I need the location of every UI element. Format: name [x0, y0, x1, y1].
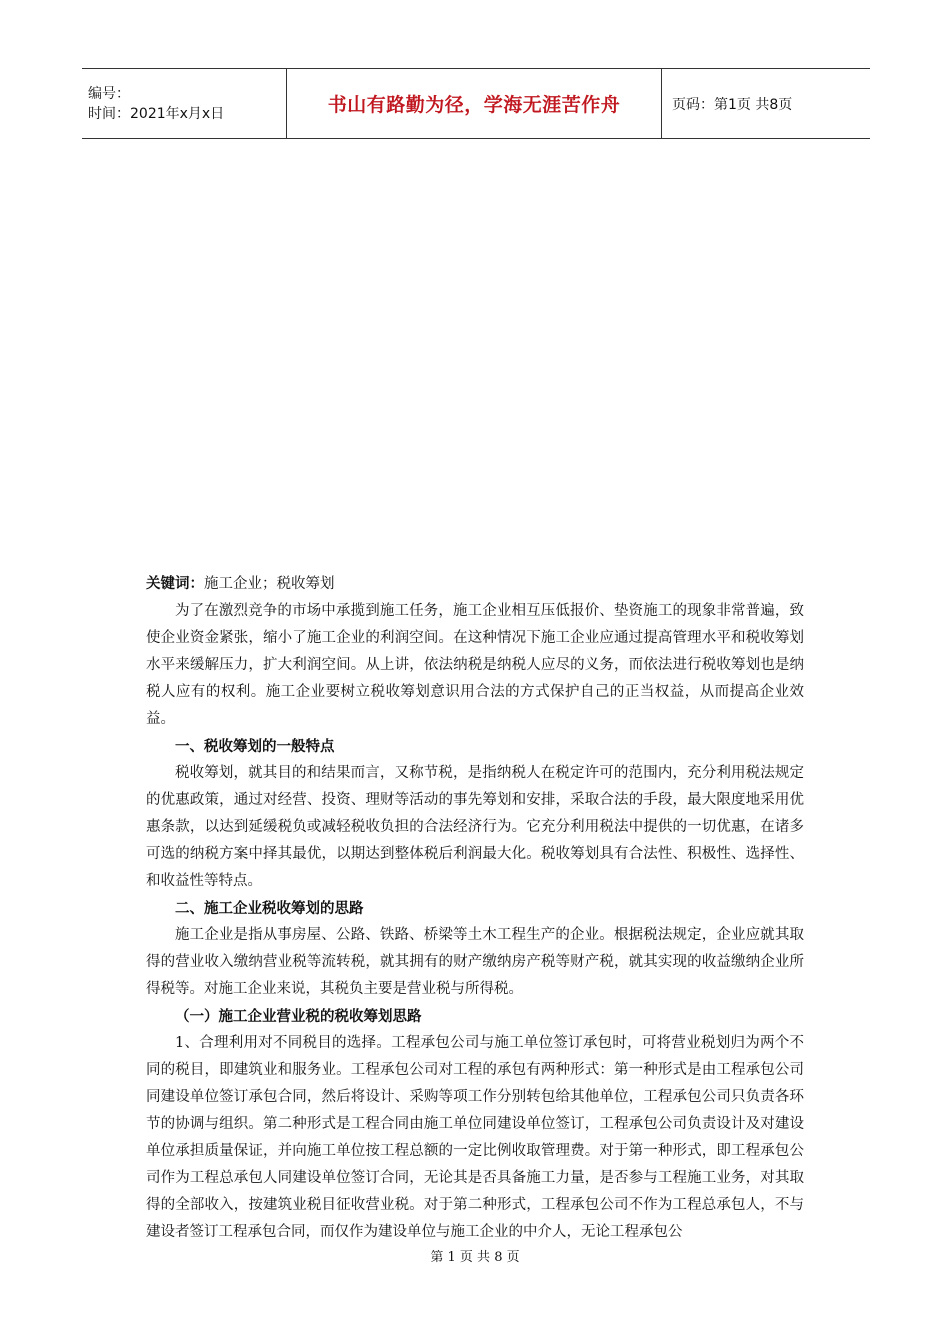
page-info-text: 页码：第1页 共8页 [672, 96, 793, 113]
header-meta [82, 69, 287, 138]
number-label: 编号： [88, 85, 130, 102]
header-page-info [662, 69, 870, 138]
keywords-line [146, 570, 804, 598]
motto-text: 书山有路勤为径，学海无涯苦作舟 [327, 94, 621, 116]
heading-section-1: 一、税收筹划的一般特点 [175, 738, 335, 755]
keywords-text: 施工企业；税收筹划 [204, 576, 335, 592]
keywords-label: 关键词： [146, 575, 204, 592]
document-header [82, 68, 870, 139]
paragraph-intro: 为了在激烈竞争的市场中承揽到施工任务，施工企业相互压低报价、垫资施工的现象非常普遍，致使企业资金紧张，缩小了施工企业的利润空间。在这种情况下施工企业应通过提高管理水平和税收筹划水平来缓解压力，扩大利润空间。从上讲，依法纳税是纳税人应尽的义务，而依法进行税收筹划也是纳税人应有的权利。施工企业要树立税收筹划意识用合法的方式保护自己的正当权益，从而提高企业效益。 [146, 603, 804, 727]
heading-section-2: 二、施工企业税收筹划的思路 [175, 900, 364, 917]
heading-subsection-1: （一）施工企业营业税的税收筹划思路 [175, 1008, 422, 1025]
paragraph-section-1: 税收筹划，就其目的和结果而言，又称节税，是指纳税人在税定许可的范围内，充分利用税法规定的优惠政策，通过对经营、投资、理财等活动的事先筹划和安排，采取合法的手段，最大限度地采用优惠条款，以达到延缓税负或减轻税收负担的合法经济行为。它充分利用税法中提供的一切优惠，在诸多可选的纳税方案中择其最优，以期达到整体税后利润最大化。税收筹划具有合法性、积极性、选择性、和收益性等特点。 [146, 765, 804, 889]
header-motto [287, 69, 662, 138]
time-label: 时间：2021年x月x日 [88, 105, 225, 122]
page-footer [0, 1246, 950, 1265]
document-body [146, 570, 804, 1246]
paragraph-subsection-1: 1、合理利用对不同税目的选择。工程承包公司与施工单位签订承包时，可将营业税划归为两个不同的税目，即建筑业和服务业。工程承包公司对工程的承包有两种形式：第一种形式是由工程承包公司同建设单位签订承包合同，然后将设计、采购等项工作分别转包给其他单位，工程承包公司只负责各环节的协调与组织。第二种形式是工程合同由施工单位同建设单位签订，工程承包公司负责设计及对建设单位承担质量保证，并向施工单位按工程总额的一定比例收取管理费。对于第一种形式，即工程承包公司作为工程总承包人同建设单位签订合同，无论其是否具备施工力量，是否参与工程施工业务，对其取得的全部收入，按建筑业税目征收营业税。对于第二种形式，工程承包公司不作为工程总承包人，不与建设者签订工程承包合同，而仅作为建设单位与施工企业的中介人，无论工程承包公 [146, 1035, 804, 1240]
footer-page-number: 第 1 页 共 8 页 [430, 1250, 520, 1265]
paragraph-section-2: 施工企业是指从事房屋、公路、铁路、桥梁等土木工程生产的企业。根据税法规定，企业应就其取得的营业收入缴纳营业税等流转税，就其拥有的财产缴纳房产税等财产税，就其实现的收益缴纳企业所得税等。对施工企业来说，其税负主要是营业税与所得税。 [146, 927, 804, 997]
